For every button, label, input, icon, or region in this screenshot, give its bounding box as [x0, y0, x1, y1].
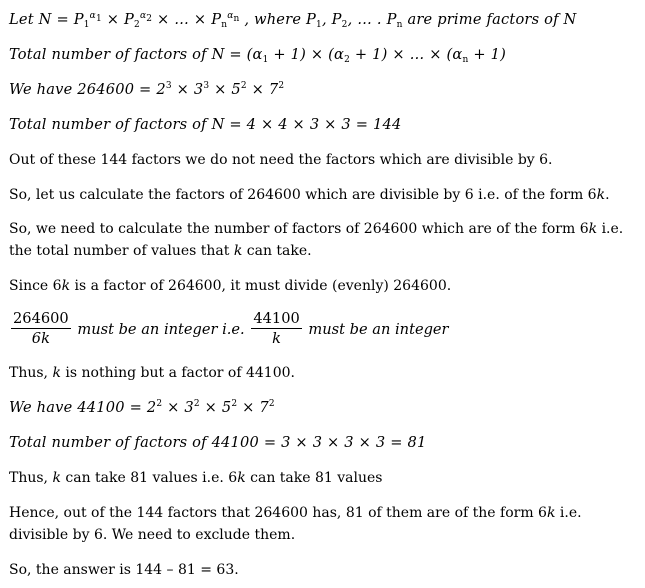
text-segment: Out of these 144 factors we do not need the factors which are divisible by 6. [9, 152, 553, 168]
text-segment: So, we need to calculate the number of factors of 264600 which are of the form 6 [9, 221, 589, 237]
text-segment: , P [321, 11, 342, 28]
variable-k: k [61, 278, 71, 294]
fraction-44100-over-k [251, 310, 301, 349]
text-segment: , … . P [347, 11, 397, 28]
subscript: 2 [134, 20, 140, 30]
text-segment: Thus, [9, 470, 53, 486]
text-segment: × 7 [237, 399, 269, 416]
text-segment: We have 44100 = 2 [9, 399, 157, 416]
text-segment: Let N = P [9, 11, 84, 28]
text-segment: can take 81 values i.e. 6 [60, 470, 238, 486]
exponent: 3 [203, 81, 210, 91]
text-segment: × … × P [152, 11, 222, 28]
text-segment: Total number of factors of N = (α [9, 46, 263, 63]
paragraph-calculate-divisible-by-6 [9, 184, 639, 206]
text-segment: + 1) [468, 46, 506, 63]
text-segment: × 5 [199, 399, 232, 416]
formula-total-factors-81 [9, 432, 639, 454]
text-segment: × 3 [162, 399, 194, 416]
text-segment: Thus, [9, 365, 53, 381]
exponent: 2 [268, 399, 275, 409]
text-segment: Total number of factors of N = 4 × 4 × 3 × 3 = 144 [9, 116, 402, 133]
exponent-alpha: α [227, 11, 234, 21]
subscript: 1 [83, 20, 90, 30]
text-segment: i.e. the total number of values that [9, 221, 624, 259]
exponent: 2 [156, 399, 163, 409]
exponent-subscript: 2 [146, 14, 153, 24]
text-segment: So, the answer is 144 – 81 = 63. [9, 562, 239, 578]
variable-k: k [52, 470, 61, 486]
text-segment: is nothing but a factor of 44100. [60, 365, 295, 381]
formula-264600-factorization [9, 79, 639, 101]
exponent: 3 [165, 81, 172, 91]
text-segment: . [605, 187, 610, 203]
text-segment: + 1) × (α [268, 46, 345, 63]
text-segment: Since 6 [9, 278, 62, 294]
variable-k: k [233, 243, 243, 259]
subscript: n [396, 20, 403, 30]
exponent: 2 [231, 399, 238, 409]
exponent-alpha: α [89, 11, 96, 21]
formula-integer-fractions [9, 310, 449, 349]
exponent: 2 [240, 81, 247, 91]
subscript: 2 [341, 20, 348, 30]
exponent-subscript: n [233, 14, 240, 24]
text-segment: are prime factors of N [402, 11, 577, 28]
formula-total-factors [9, 44, 639, 66]
exponent-subscript: 1 [95, 14, 102, 24]
subscript: 1 [262, 55, 269, 65]
text-segment: × P [101, 11, 135, 28]
formula-44100-factorization [9, 397, 639, 419]
exponent-alpha: α [139, 11, 147, 21]
fraction-denominator: k [272, 330, 281, 347]
exponent: 2 [278, 81, 285, 91]
text-segment: × 7 [246, 81, 279, 98]
text-segment: is a factor of 264600, it must divide (evenly) 264600. [70, 278, 452, 294]
text-segment: can take. [242, 243, 312, 259]
variable-k: k [596, 187, 606, 203]
paragraph-answer [9, 559, 639, 581]
text-segment: So, let us calculate the factors of 264600 which are divisible by 6 i.e. of the form 6 [9, 187, 597, 203]
paragraph-81-values [9, 467, 639, 489]
text-segment: × 5 [209, 81, 241, 98]
subscript: n [462, 55, 469, 65]
subscript: 1 [316, 20, 322, 30]
subscript: 2 [344, 55, 351, 65]
fraction-numerator: 264600 [13, 310, 69, 327]
text-segment: We have 264600 = 2 [9, 81, 166, 98]
fraction-264600-over-6k [11, 310, 71, 349]
subscript: n [221, 20, 228, 30]
exponent: 2 [193, 399, 200, 409]
text-segment: × 3 [171, 81, 204, 98]
text-segment: must be an integer i.e. [77, 321, 245, 338]
text-segment: i.e. divisible by 6. We need to exclude them. [9, 505, 582, 543]
text-segment: Hence, out of the 144 factors that 264600 has, 81 of them are of the form 6 [9, 505, 547, 521]
paragraph-out-of-144 [9, 149, 639, 171]
text-segment: , where P [239, 11, 317, 28]
text-segment: must be an integer [308, 321, 449, 338]
paragraph-6k-divides [9, 275, 639, 297]
text-segment: + 1) × … × (α [350, 46, 463, 63]
variable-k: k [52, 365, 61, 381]
variable-k: k [588, 221, 598, 237]
paragraph-exclude [9, 502, 637, 546]
formula-prime-factorization-definition [9, 9, 639, 31]
formula-total-factors-144 [9, 114, 639, 136]
paragraph-form-6k [9, 218, 625, 262]
text-segment: Total number of factors of 44100 = 3 × 3 × 3 × 3 = 81 [9, 434, 427, 451]
paragraph-k-factor-of-44100 [9, 362, 639, 384]
variable-k: k [546, 505, 556, 521]
fraction-denominator: 6k [31, 330, 50, 347]
fraction-numerator: 44100 [253, 310, 300, 327]
text-segment: can take 81 values [245, 470, 383, 486]
variable-k: k [237, 470, 246, 486]
